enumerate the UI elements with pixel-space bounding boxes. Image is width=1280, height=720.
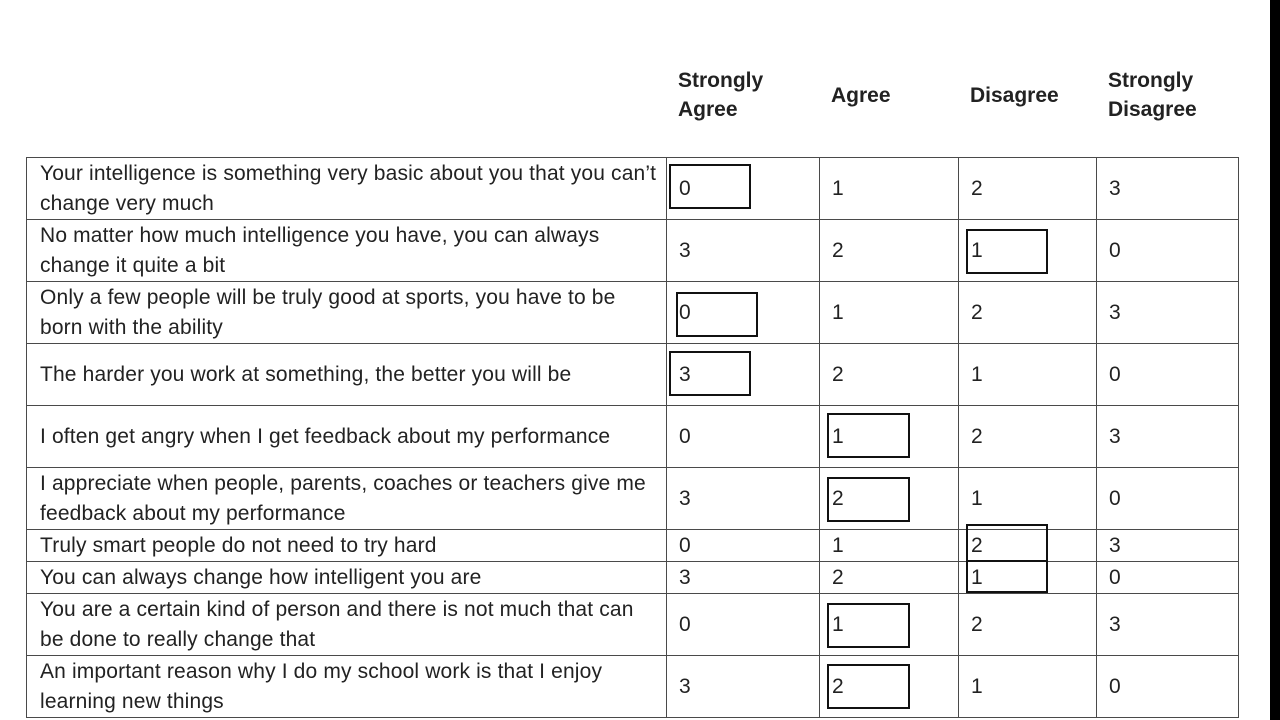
score-value: 2: [971, 424, 983, 448]
score-cell[interactable]: [959, 344, 1097, 406]
score-value: 0: [679, 612, 691, 636]
score-value: 2: [832, 362, 844, 386]
score-value: 2: [971, 534, 983, 557]
statement-cell: I appreciate when people, parents, coaches or teachers give me feedback about my performance: [27, 468, 667, 530]
score-value: 1: [971, 486, 983, 510]
selected-answer-box: [676, 292, 758, 337]
score-value: 2: [832, 565, 844, 589]
score-cell[interactable]: [820, 220, 959, 282]
score-cell[interactable]: [959, 530, 1097, 562]
score-cell[interactable]: [1097, 406, 1239, 468]
score-cell[interactable]: [959, 594, 1097, 656]
score-cell[interactable]: [820, 562, 959, 594]
score-value: 1: [971, 239, 983, 262]
score-cell[interactable]: [959, 158, 1097, 220]
score-cell[interactable]: [820, 530, 959, 562]
statement-cell: No matter how much intelligence you have, you can always change it quite a bit: [27, 220, 667, 282]
score-cell[interactable]: [959, 656, 1097, 718]
score-value: 2: [971, 300, 983, 324]
score-value: 2: [832, 675, 844, 698]
score-value: 0: [679, 533, 691, 557]
selected-answer-box: [827, 603, 910, 648]
score-value: 1: [832, 613, 844, 636]
score-cell[interactable]: [667, 282, 820, 344]
survey-body: [27, 158, 1239, 718]
table-row: [27, 562, 1239, 594]
selected-answer-box: [669, 164, 751, 209]
selected-answer-box: [669, 351, 751, 396]
score-cell[interactable]: [1097, 656, 1239, 718]
score-value: 0: [1109, 238, 1121, 262]
score-value: 3: [1109, 424, 1121, 448]
score-value: 1: [832, 533, 844, 557]
statement-cell: I often get angry when I get feedback about my performance: [27, 406, 667, 468]
statement-cell: The harder you work at something, the better you will be: [27, 344, 667, 406]
score-value: 0: [1109, 674, 1121, 698]
score-value: 1: [971, 566, 983, 589]
score-cell[interactable]: [820, 344, 959, 406]
score-value: 3: [679, 674, 691, 698]
header-strongly-disagree: Strongly Disagree: [1108, 69, 1197, 121]
score-cell[interactable]: [667, 594, 820, 656]
score-cell[interactable]: [667, 656, 820, 718]
score-cell[interactable]: [667, 158, 820, 220]
score-value: 0: [1109, 362, 1121, 386]
score-cell[interactable]: [820, 282, 959, 344]
score-value: 0: [1109, 565, 1121, 589]
table-row: [27, 220, 1239, 282]
score-cell[interactable]: [959, 282, 1097, 344]
score-cell[interactable]: [959, 562, 1097, 594]
selected-answer-box: [827, 664, 910, 709]
statement-cell: Only a few people will be truly good at sports, you have to be born with the ability: [27, 282, 667, 344]
table-row: [27, 406, 1239, 468]
score-cell[interactable]: [1097, 158, 1239, 220]
score-value: 3: [1109, 533, 1121, 557]
right-edge-bar: [1270, 0, 1280, 720]
selected-answer-box: [966, 560, 1048, 593]
score-value: 3: [679, 486, 691, 510]
score-value: 0: [679, 424, 691, 448]
score-value: 2: [832, 238, 844, 262]
score-cell[interactable]: [1097, 530, 1239, 562]
table-row: [27, 656, 1239, 718]
score-value: 0: [1109, 486, 1121, 510]
statement-cell: Truly smart people do not need to try hard: [27, 530, 667, 562]
score-cell[interactable]: [959, 468, 1097, 530]
survey-table: [26, 157, 1239, 718]
score-cell[interactable]: [1097, 562, 1239, 594]
statement-cell: You can always change how intelligent you are: [27, 562, 667, 594]
statement-cell: You are a certain kind of person and there is not much that can be done to really change that: [27, 594, 667, 656]
score-value: 1: [832, 425, 844, 448]
score-cell[interactable]: [667, 344, 820, 406]
score-value: 1: [971, 362, 983, 386]
score-value: 0: [679, 301, 691, 324]
selected-answer-box: [827, 413, 910, 458]
score-cell[interactable]: [667, 406, 820, 468]
header-agree: Agree: [831, 83, 891, 107]
score-value: 1: [832, 176, 844, 200]
score-cell[interactable]: [1097, 468, 1239, 530]
score-cell[interactable]: [959, 406, 1097, 468]
statement-cell: Your intelligence is something very basic about you that you can’t change very much: [27, 158, 667, 220]
score-cell[interactable]: [1097, 282, 1239, 344]
score-value: 1: [832, 300, 844, 324]
selected-answer-box: [827, 477, 910, 522]
selected-answer-box: [966, 524, 1048, 562]
score-cell[interactable]: [667, 530, 820, 562]
selected-answer-box: [966, 229, 1048, 274]
score-cell[interactable]: [1097, 344, 1239, 406]
score-cell[interactable]: [1097, 594, 1239, 656]
score-cell[interactable]: [820, 656, 959, 718]
score-value: 2: [971, 612, 983, 636]
score-cell[interactable]: [820, 406, 959, 468]
header-strongly-agree: Strongly Agree: [678, 69, 764, 121]
score-cell[interactable]: [820, 594, 959, 656]
score-cell[interactable]: [820, 468, 959, 530]
score-cell[interactable]: [667, 468, 820, 530]
table-row: [27, 344, 1239, 406]
table-row: [27, 530, 1239, 562]
score-value: 3: [679, 238, 691, 262]
score-value: 2: [971, 176, 983, 200]
score-cell[interactable]: [667, 220, 820, 282]
score-value: 0: [679, 177, 691, 200]
table-row: [27, 594, 1239, 656]
score-value: 3: [1109, 300, 1121, 324]
header-disagree: Disagree: [970, 83, 1059, 107]
score-cell[interactable]: [820, 158, 959, 220]
table-row: [27, 468, 1239, 530]
score-value: 3: [679, 363, 691, 386]
score-cell[interactable]: [667, 562, 820, 594]
score-cell[interactable]: [1097, 220, 1239, 282]
score-value: 3: [1109, 176, 1121, 200]
score-value: 3: [679, 565, 691, 589]
score-value: 1: [971, 674, 983, 698]
statement-cell: An important reason why I do my school work is that I enjoy learning new things: [27, 656, 667, 718]
table-row: [27, 282, 1239, 344]
table-row: [27, 158, 1239, 220]
score-value: 2: [832, 487, 844, 510]
score-value: 3: [1109, 612, 1121, 636]
score-cell[interactable]: [959, 220, 1097, 282]
